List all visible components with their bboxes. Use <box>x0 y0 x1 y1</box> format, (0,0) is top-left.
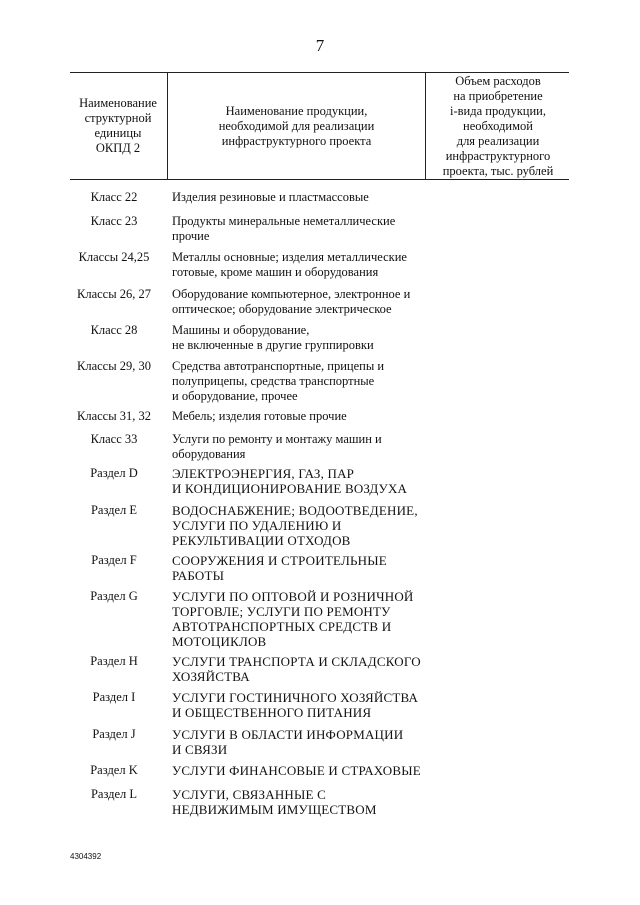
product-name: ВОДОСНАБЖЕНИЕ; ВОДООТВЕДЕНИЕ, УСЛУГИ ПО УДАЛЕНИЮ И РЕКУЛЬТИВАЦИИ ОТХОДОВ <box>172 503 418 548</box>
document-id: 4304392 <box>70 852 102 861</box>
product-name: Средства автотранспортные, прицепы и полуприцепы, средства транспортные и оборудование, прочее <box>172 359 385 403</box>
product-name: Мебель; изделия готовые прочие <box>172 409 347 423</box>
okpd-code: Раздел H <box>90 654 138 668</box>
okpd-code: Раздел L <box>90 787 138 801</box>
okpd-code: Класс 33 <box>90 432 138 446</box>
okpd-code: Классы 31, 32 <box>77 409 151 423</box>
product-name: Оборудование компьютерное, электронное и оптическое; оборудование электрическое <box>172 287 411 316</box>
okpd-code: Раздел D <box>90 466 138 480</box>
product-name: ЭЛЕКТРОЭНЕРГИЯ, ГАЗ, ПАР И КОНДИЦИОНИРОВАНИЕ ВОЗДУХА <box>172 466 408 496</box>
product-name: УСЛУГИ ГОСТИНИЧНОГО ХОЗЯЙСТВА И ОБЩЕСТВЕННОГО ПИТАНИЯ <box>172 690 419 720</box>
page-number: 7 <box>315 36 325 55</box>
okpd-code: Классы 29, 30 <box>77 359 151 373</box>
okpd-code: Класс 22 <box>90 190 138 204</box>
okpd-code: Классы 24,25 <box>78 250 150 264</box>
product-name: УСЛУГИ ПО ОПТОВОЙ И РОЗНИЧНОЙ ТОРГОВЛЕ; УСЛУГИ ПО РЕМОНТУ АВТОТРАНСПОРТНЫХ СРЕДСТВ И МОТОЦИКЛОВ <box>172 589 414 649</box>
product-name: Продукты минеральные неметаллические прочие <box>172 214 396 243</box>
product-name: УСЛУГИ ФИНАНСОВЫЕ И СТРАХОВЫЕ <box>172 763 421 778</box>
header-okpd-unit: Наименование структурной единицы ОКПД 2 <box>79 96 157 155</box>
okpd-code: Класс 28 <box>90 323 138 337</box>
okpd-code: Раздел E <box>90 503 138 517</box>
okpd-code: Классы 26, 27 <box>77 287 151 301</box>
product-name: Услуги по ремонту и монтажу машин и оборудования <box>172 432 382 461</box>
okpd-code: Раздел K <box>90 763 138 777</box>
header-expense-volume: Объем расходов на приобретение i-вида продукции, необходимой для реализации инфраструктурного проекта, тыс. рублей <box>425 73 570 179</box>
okpd-code: Класс 23 <box>90 214 138 228</box>
okpd-code: Раздел J <box>92 727 136 741</box>
okpd-code: Раздел G <box>90 589 138 603</box>
product-name: Изделия резиновые и пластмассовые <box>172 190 369 204</box>
product-name: Машины и оборудование, не включенные в другие группировки <box>172 323 374 352</box>
okpd-code: Раздел I <box>92 690 136 704</box>
product-name: Металлы основные; изделия металлические готовые, кроме машин и оборудования <box>172 250 407 279</box>
product-name: УСЛУГИ В ОБЛАСТИ ИНФОРМАЦИИ И СВЯЗИ <box>172 727 404 757</box>
product-name: УСЛУГИ ТРАНСПОРТА И СКЛАДСКОГО ХОЗЯЙСТВА <box>172 654 421 684</box>
header-product-name: Наименование продукции, необходимой для реализации инфраструктурного проекта <box>167 73 425 179</box>
table-header <box>70 72 569 180</box>
product-name: УСЛУГИ, СВЯЗАННЫЕ С НЕДВИЖИМЫМ ИМУЩЕСТВОМ <box>172 787 377 817</box>
okpd-code: Раздел F <box>91 553 137 567</box>
product-name: СООРУЖЕНИЯ И СТРОИТЕЛЬНЫЕ РАБОТЫ <box>172 553 387 583</box>
